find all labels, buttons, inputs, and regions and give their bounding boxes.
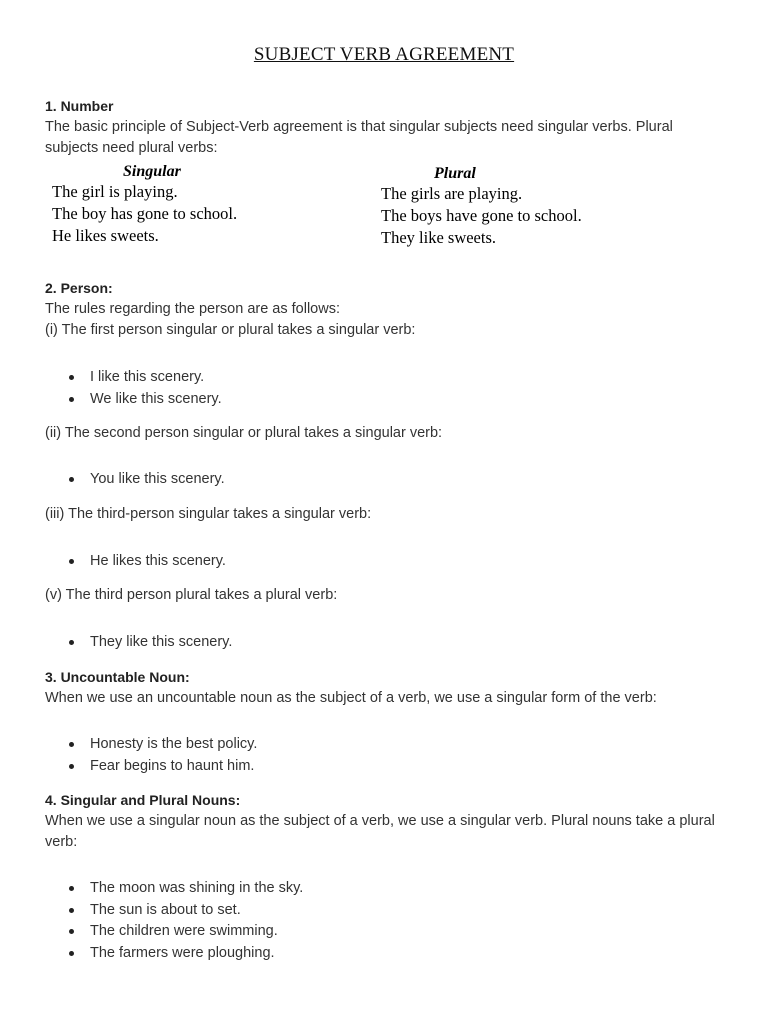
person-rule-2: (ii) The second person singular or plural takes a singular verb: <box>45 425 443 441</box>
plural-heading: Plural <box>434 165 476 182</box>
singular-heading: Singular <box>123 163 181 180</box>
singular-examples <box>52 163 312 247</box>
section-text-number: The basic principle of Subject-Verb agreement is that singular subjects need singular verbs. Plural subjects need plural verbs: <box>45 119 673 156</box>
plural-example: The boys have gone to school. <box>381 206 582 225</box>
list-item: The moon was shining in the sky. <box>45 878 303 900</box>
singular-example: He likes sweets. <box>52 226 159 245</box>
person-intro: The rules regarding the person are as follows: <box>45 301 340 317</box>
list-item: He likes this scenery. <box>45 551 226 573</box>
person-rule-1: (i) The first person singular or plural takes a singular verb: <box>45 322 416 338</box>
page-title: SUBJECT VERB AGREEMENT <box>253 44 515 65</box>
person-list-1 <box>45 367 222 410</box>
person-rule-4: (v) The third person plural takes a plural verb: <box>45 587 338 603</box>
nouns-list <box>45 878 303 964</box>
plural-example: The girls are playing. <box>381 184 523 203</box>
person-rule-3: (iii) The third-person singular takes a singular verb: <box>45 506 372 522</box>
section-heading-person: 2. Person: <box>45 280 113 296</box>
list-item: We like this scenery. <box>45 389 222 411</box>
singular-example: The boy has gone to school. <box>52 204 238 223</box>
person-list-2 <box>45 469 225 491</box>
list-item: I like this scenery. <box>45 367 222 389</box>
list-item: The children were swimming. <box>45 921 303 943</box>
section-heading-number: 1. Number <box>45 98 114 114</box>
section-text-nouns: When we use a singular noun as the subject of a verb, we use a singular verb. Plural nouns take a plural verb: <box>45 813 715 850</box>
uncountable-list <box>45 734 257 777</box>
section-heading-uncountable: 3. Uncountable Noun: <box>45 669 190 685</box>
list-item: The sun is about to set. <box>45 900 303 922</box>
section-text-uncountable: When we use an uncountable noun as the subject of a verb, we use a singular form of the verb: <box>45 690 657 706</box>
person-list-3 <box>45 551 226 573</box>
section-heading-nouns: 4. Singular and Plural Nouns: <box>45 792 241 808</box>
list-item: You like this scenery. <box>45 469 225 491</box>
list-item: Fear begins to haunt him. <box>45 756 257 778</box>
list-item: They like this scenery. <box>45 632 232 654</box>
list-item: The farmers were ploughing. <box>45 943 303 965</box>
singular-example: The girl is playing. <box>52 182 178 201</box>
plural-example: They like sweets. <box>381 228 497 247</box>
person-list-4 <box>45 632 232 654</box>
plural-examples <box>381 165 661 249</box>
list-item: Honesty is the best policy. <box>45 734 257 756</box>
